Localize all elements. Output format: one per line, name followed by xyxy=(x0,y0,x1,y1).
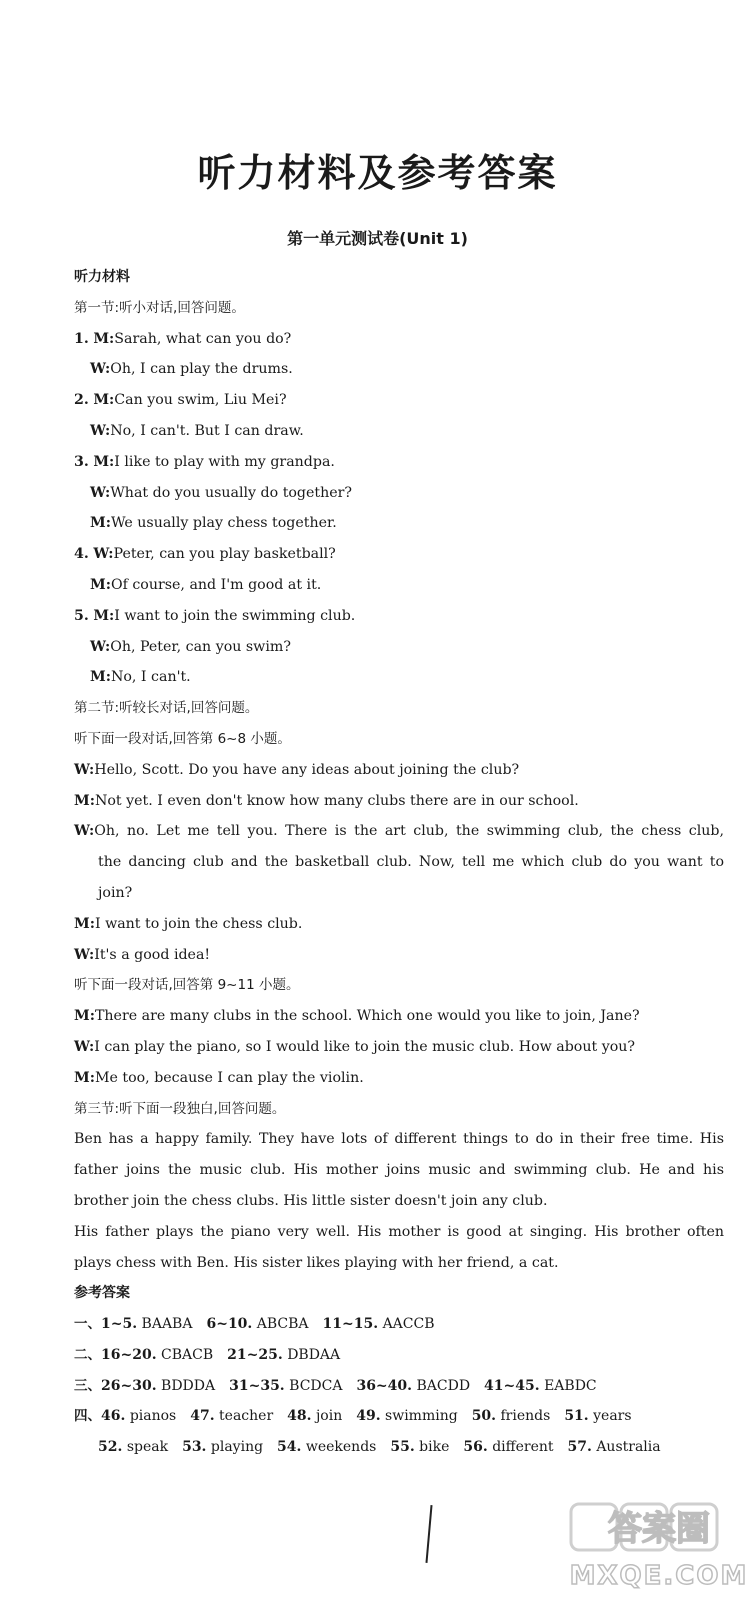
dialogue-continuation: join? xyxy=(98,884,133,901)
speaker-label: W: xyxy=(90,638,111,655)
dialogue-text: Oh, no. Let me tell you. There is the art club, the swimming club, the chess club, xyxy=(94,823,724,840)
answer-number: 55. xyxy=(390,1439,415,1456)
answer-row xyxy=(74,1432,724,1463)
answer-value: friends xyxy=(500,1408,551,1425)
answer-number: 49. xyxy=(356,1408,381,1425)
speaker-label: M: xyxy=(74,915,95,932)
dialogue-2-instruction: 听下面一段对话,回答第 9~11 小题。 xyxy=(74,977,300,994)
answer-part-label: 三、 xyxy=(74,1377,101,1394)
answer-value: join xyxy=(315,1408,343,1425)
speaker-label: M: xyxy=(90,669,111,686)
dialogue-line xyxy=(74,324,724,355)
answer-value: BAABA xyxy=(141,1316,193,1333)
watermark-logo xyxy=(559,1498,749,1594)
speaker-label: W: xyxy=(74,1038,95,1055)
answer-item xyxy=(356,1408,457,1424)
answer-value: ABCBA xyxy=(256,1316,309,1333)
answer-value: different xyxy=(492,1439,554,1456)
answer-value: weekends xyxy=(305,1439,377,1456)
answer-part-label: 二、 xyxy=(74,1346,101,1363)
answer-item xyxy=(101,1316,192,1332)
speaker-label: W: xyxy=(74,946,95,963)
text-cursor-mark xyxy=(425,1505,432,1563)
monologue-line: His father plays the piano very well. His mother is good at singing. His brother often xyxy=(74,1223,724,1240)
answer-range: 26~30. xyxy=(101,1377,157,1394)
answer-item xyxy=(277,1439,376,1455)
answer-value: years xyxy=(593,1408,632,1425)
watermark-text-bottom: MXQE.COM xyxy=(569,1561,749,1591)
dialogue-line xyxy=(74,601,724,632)
dialogue-text: It's a good idea! xyxy=(94,946,211,963)
answers-heading: 参考答案 xyxy=(74,1285,130,1302)
dialogue-text: What do you usually do together? xyxy=(110,484,353,501)
answer-value: Australia xyxy=(596,1439,661,1456)
answer-number: 50. xyxy=(471,1408,497,1425)
answer-value: BDDDA xyxy=(161,1377,216,1394)
question-number: 3. xyxy=(74,453,89,470)
speaker-label: W: xyxy=(74,761,95,778)
answer-part-label: 四、 xyxy=(74,1408,101,1425)
answer-number: 52. xyxy=(98,1439,123,1456)
speaker-label: W: xyxy=(90,484,111,501)
question-number: 4. xyxy=(74,546,89,563)
speaker-label: M: xyxy=(93,330,115,347)
dialogue-text: No, I can't. But I can draw. xyxy=(110,422,304,439)
section-1-title: 第一节:听小对话,回答问题。 xyxy=(74,299,245,316)
dialogue-line xyxy=(74,662,724,693)
dialogue-line xyxy=(74,755,724,786)
dialogue-text: I want to join the chess club. xyxy=(94,915,303,932)
speaker-label: M: xyxy=(74,792,95,809)
answer-number: 54. xyxy=(277,1439,302,1456)
answer-value: teacher xyxy=(219,1408,274,1425)
watermark-text-top: 答案圈 xyxy=(608,1509,710,1549)
monologue-line: brother join the chess clubs. His little sister doesn't join any club. xyxy=(74,1192,548,1209)
answer-row xyxy=(74,1309,724,1340)
answer-value: EABDC xyxy=(544,1377,597,1394)
dialogue-line xyxy=(74,1001,724,1032)
answer-value: playing xyxy=(210,1439,264,1456)
answer-item xyxy=(101,1408,176,1424)
answer-range: 11~15. xyxy=(322,1316,379,1333)
speaker-label: M: xyxy=(93,607,115,624)
answer-item xyxy=(101,1378,215,1394)
dialogue-line xyxy=(74,786,724,817)
answer-value: CBACB xyxy=(161,1346,214,1363)
dialogue-text: I want to join the swimming club. xyxy=(114,607,356,624)
dialogue-text: Not yet. I even don't know how many clubs there are in our school. xyxy=(94,792,579,809)
listening-heading: 听力材料 xyxy=(74,269,130,285)
dialogue-line xyxy=(74,940,724,971)
answer-item xyxy=(390,1439,449,1455)
dialogue-line xyxy=(74,478,724,509)
question-number: 1. xyxy=(74,330,89,347)
speaker-label: M: xyxy=(90,515,111,532)
speaker-label: W: xyxy=(90,361,111,378)
dialogue-line xyxy=(74,385,724,416)
dialogue-line xyxy=(74,416,724,447)
answer-item xyxy=(287,1408,342,1424)
monologue-line: plays chess with Ben. His sister likes playing with her friend, a cat. xyxy=(74,1254,559,1271)
answer-value: speak xyxy=(126,1439,169,1456)
answer-range: 16~20. xyxy=(101,1346,157,1363)
answer-value: swimming xyxy=(385,1408,458,1425)
answer-item xyxy=(463,1439,553,1455)
dialogue-line xyxy=(74,632,724,663)
dialogue-line xyxy=(74,539,724,570)
dialogue-line xyxy=(74,1032,724,1063)
answer-value: BACDD xyxy=(416,1377,471,1394)
unit-subtitle: 第一单元测试卷(Unit 1) xyxy=(287,229,468,248)
answer-item xyxy=(568,1439,661,1455)
answer-item xyxy=(98,1439,168,1455)
answer-item xyxy=(323,1316,435,1332)
answer-value: BCDCA xyxy=(289,1377,343,1394)
section-2-title: 第二节:听较长对话,回答问题。 xyxy=(74,700,259,717)
answer-item xyxy=(484,1378,597,1394)
answer-value: bike xyxy=(419,1439,450,1456)
answer-item xyxy=(101,1347,213,1363)
answer-range: 21~25. xyxy=(227,1346,283,1363)
answer-value: AACCB xyxy=(382,1316,435,1333)
dialogue-continuation: the dancing club and the basketball club. Now, tell me which club do you want to xyxy=(98,854,724,871)
speaker-label: M: xyxy=(93,392,115,409)
answer-number: 46. xyxy=(101,1408,126,1425)
dialogue-text: Sarah, what can you do? xyxy=(114,330,292,347)
answer-range: 1~5. xyxy=(101,1316,138,1333)
dialogue-text: No, I can't. xyxy=(110,669,191,686)
dialogue-line xyxy=(74,447,724,478)
answer-range: 41~45. xyxy=(484,1377,540,1394)
monologue-line: father joins the music club. His mother joins music and swimming club. He and his xyxy=(74,1162,724,1179)
answer-number: 51. xyxy=(564,1408,589,1425)
dialogue-text: I can play the piano, so I would like to join the music club. How about you? xyxy=(94,1038,635,1055)
answer-range: 6~10. xyxy=(206,1316,253,1333)
dialogue-text: I like to play with my grandpa. xyxy=(114,453,335,470)
dialogue-text: Can you swim, Liu Mei? xyxy=(114,392,287,409)
dialogue-text: Of course, and I'm good at it. xyxy=(110,576,322,593)
answer-part-label: 一、 xyxy=(74,1316,101,1333)
answer-number: 57. xyxy=(567,1439,592,1456)
dialogue-line xyxy=(74,1063,724,1094)
answer-number: 47. xyxy=(190,1408,215,1425)
speaker-label: M: xyxy=(90,576,111,593)
question-number: 5. xyxy=(74,607,89,624)
speaker-label: M: xyxy=(93,453,115,470)
answer-number: 56. xyxy=(463,1439,488,1456)
answer-row xyxy=(74,1401,724,1432)
answer-number: 53. xyxy=(182,1439,207,1456)
answer-range: 31~35. xyxy=(229,1377,285,1394)
dialogue-text: Peter, can you play basketball? xyxy=(113,546,336,563)
answer-item xyxy=(206,1316,308,1332)
answer-item xyxy=(472,1408,551,1424)
speaker-label: M: xyxy=(74,1008,95,1025)
answer-item xyxy=(356,1378,470,1394)
dialogue-line xyxy=(74,816,724,847)
dialogue-text: Hello, Scott. Do you have any ideas about joining the club? xyxy=(94,761,520,778)
speaker-label: W: xyxy=(90,422,111,439)
answer-item xyxy=(229,1378,342,1394)
document-body xyxy=(74,262,724,1463)
answer-item xyxy=(190,1408,273,1424)
speaker-label: W: xyxy=(93,546,114,563)
page-title: 听力材料及参考答案 xyxy=(197,151,558,195)
dialogue-line xyxy=(74,354,724,385)
dialogue-line xyxy=(74,570,724,601)
dialogue-line xyxy=(74,508,724,539)
answer-range: 36~40. xyxy=(356,1377,413,1394)
dialogue-text: We usually play chess together. xyxy=(110,515,337,532)
answer-value: DBDAA xyxy=(287,1346,341,1363)
dialogue-text: Oh, Peter, can you swim? xyxy=(110,638,291,655)
answer-row xyxy=(74,1340,724,1371)
dialogue-text: Oh, I can play the drums. xyxy=(110,361,293,378)
answer-number: 48. xyxy=(287,1408,312,1425)
dialogue-line xyxy=(74,909,724,940)
answer-item xyxy=(564,1408,631,1424)
section-3-title: 第三节:听下面一段独白,回答问题。 xyxy=(74,1100,286,1117)
answer-row xyxy=(74,1371,724,1402)
speaker-label: M: xyxy=(74,1069,95,1086)
answer-item xyxy=(182,1439,263,1455)
question-number: 2. xyxy=(74,392,89,409)
answer-item xyxy=(227,1347,340,1363)
answer-value: pianos xyxy=(129,1408,177,1425)
dialogue-text: Me too, because I can play the violin. xyxy=(94,1069,364,1086)
speaker-label: W: xyxy=(74,823,95,840)
monologue-line: Ben has a happy family. They have lots of different things to do in their free time. His xyxy=(74,1131,724,1148)
dialogue-text: There are many clubs in the school. Which one would you like to join, Jane? xyxy=(94,1008,640,1025)
dialogue-1-instruction: 听下面一段对话,回答第 6~8 小题。 xyxy=(74,730,291,747)
